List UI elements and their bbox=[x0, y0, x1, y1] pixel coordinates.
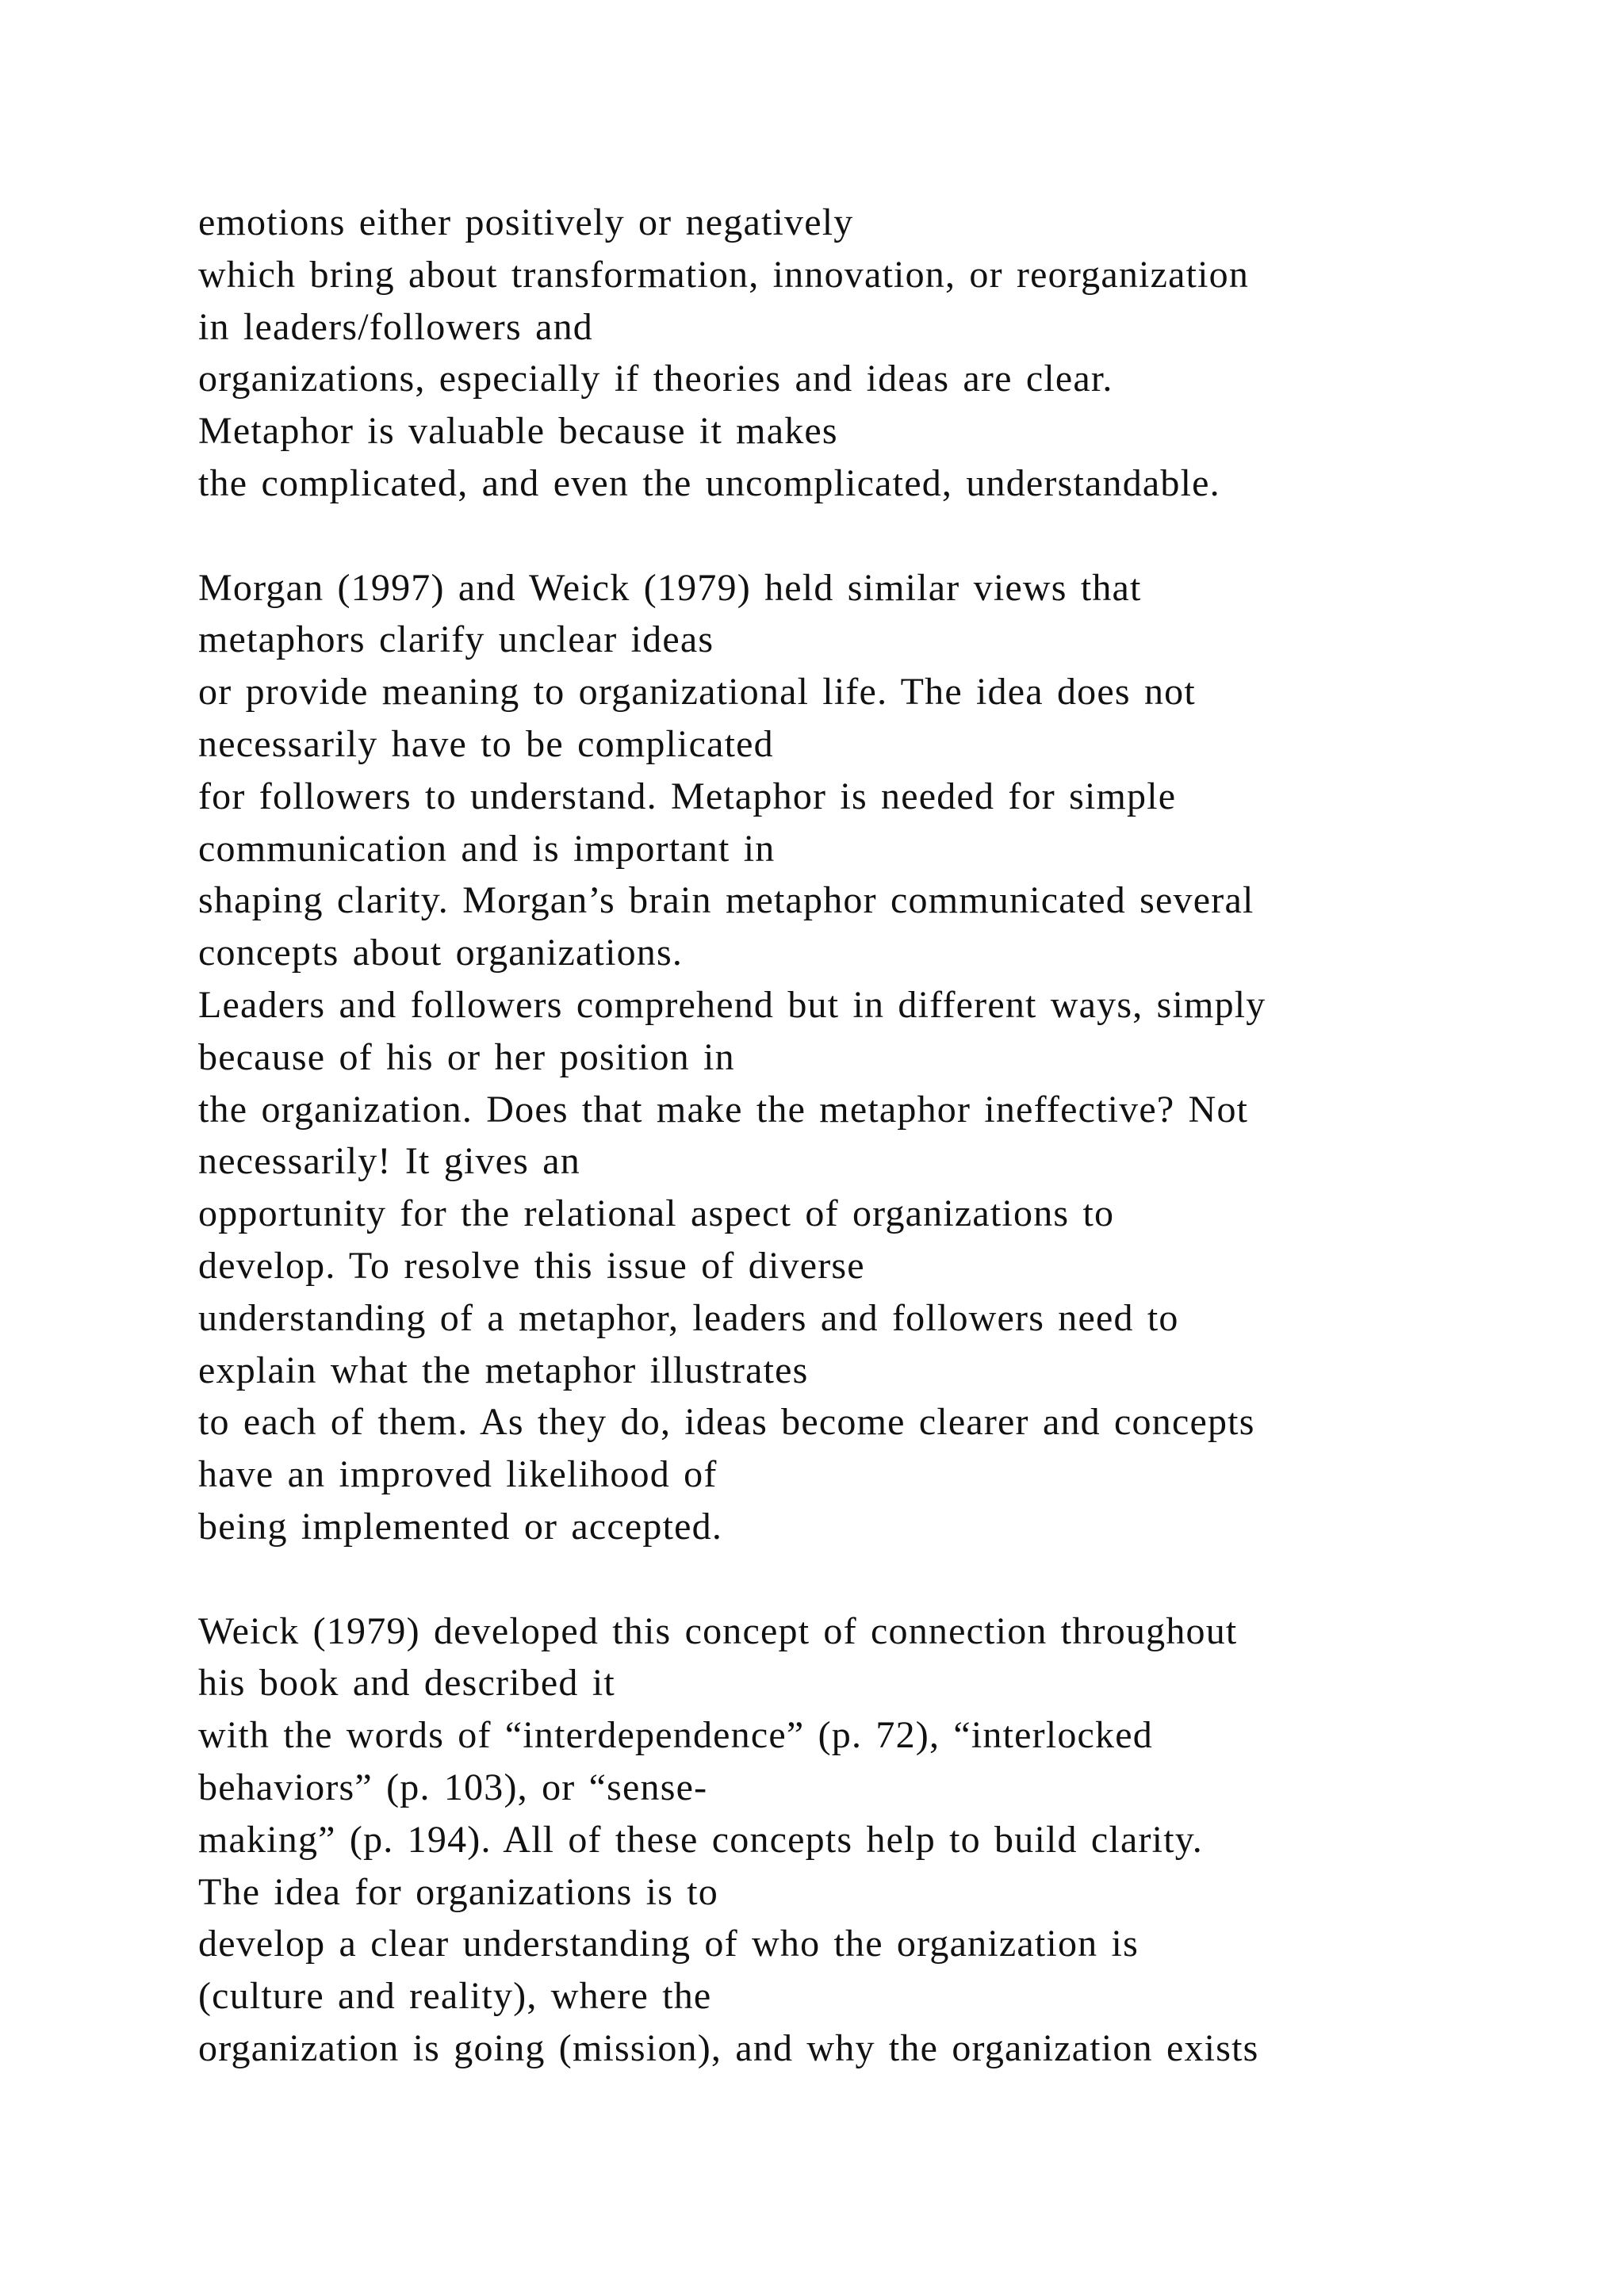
paragraph-2 bbox=[198, 562, 1594, 1553]
document-page bbox=[198, 197, 1594, 2075]
text-line: the organization. Does that make the metaphor ineffective? Not bbox=[198, 1088, 1249, 1131]
text-line: organizations, especially if theories and ideas are clear. bbox=[198, 358, 1113, 400]
text-line: explain what the metaphor illustrates bbox=[198, 1349, 809, 1391]
text-line: which bring about transformation, innovation, or reorganization bbox=[198, 253, 1250, 296]
paragraph-3 bbox=[198, 1605, 1594, 2075]
text-line: behaviors” (p. 103), or “sense- bbox=[198, 1766, 708, 1808]
text-line: understanding of a metaphor, leaders and followers need to bbox=[198, 1296, 1179, 1339]
text-line: or provide meaning to organizational life. The idea does not bbox=[198, 671, 1196, 714]
text-line: making” (p. 194). All of these concepts help to build clarity. bbox=[198, 1818, 1204, 1861]
text-line: to each of them. As they do, ideas become clearer and concepts bbox=[198, 1401, 1255, 1444]
paragraph-gap bbox=[198, 510, 1594, 562]
text-line: have an improved likelihood of bbox=[198, 1453, 718, 1496]
text-line: develop. To resolve this issue of diverse bbox=[198, 1244, 865, 1287]
text-line: necessarily have to be complicated bbox=[198, 722, 774, 765]
text-line: Metaphor is valuable because it makes bbox=[198, 410, 838, 453]
text-line: The idea for organizations is to bbox=[198, 1870, 719, 1913]
text-line: (culture and reality), where the bbox=[198, 1975, 712, 2018]
paragraph-gap bbox=[198, 1553, 1594, 1605]
text-line: because of his or her position in bbox=[198, 1035, 735, 1078]
text-line: organization is going (mission), and why the organization exists bbox=[198, 2026, 1259, 2069]
text-line: his book and described it bbox=[198, 1662, 615, 1705]
paragraph-1 bbox=[198, 197, 1594, 510]
text-line: develop a clear understanding of who the organization is bbox=[198, 1923, 1139, 1965]
text-line: concepts about organizations. bbox=[198, 932, 684, 974]
text-line: for followers to understand. Metaphor is needed for simple bbox=[198, 775, 1177, 817]
text-line: shaping clarity. Morgan’s brain metaphor communicated several bbox=[198, 879, 1254, 922]
text-line: with the words of “interdependence” (p. 72), “interlocked bbox=[198, 1714, 1153, 1757]
text-line: being implemented or accepted. bbox=[198, 1505, 723, 1548]
text-line: in leaders/followers and bbox=[198, 305, 593, 348]
text-line: metaphors clarify unclear ideas bbox=[198, 618, 714, 661]
text-line: opportunity for the relational aspect of organizations to bbox=[198, 1192, 1115, 1235]
text-line: Weick (1979) developed this concept of connection throughout bbox=[198, 1609, 1238, 1652]
text-line: Morgan (1997) and Weick (1979) held similar views that bbox=[198, 566, 1142, 609]
text-line: the complicated, and even the uncomplicated, understandable. bbox=[198, 461, 1220, 504]
text-line: emotions either positively or negatively bbox=[198, 201, 854, 243]
text-line: Leaders and followers comprehend but in different ways, simply bbox=[198, 983, 1266, 1026]
text-line: necessarily! It gives an bbox=[198, 1140, 580, 1183]
text-line: communication and is important in bbox=[198, 827, 776, 870]
